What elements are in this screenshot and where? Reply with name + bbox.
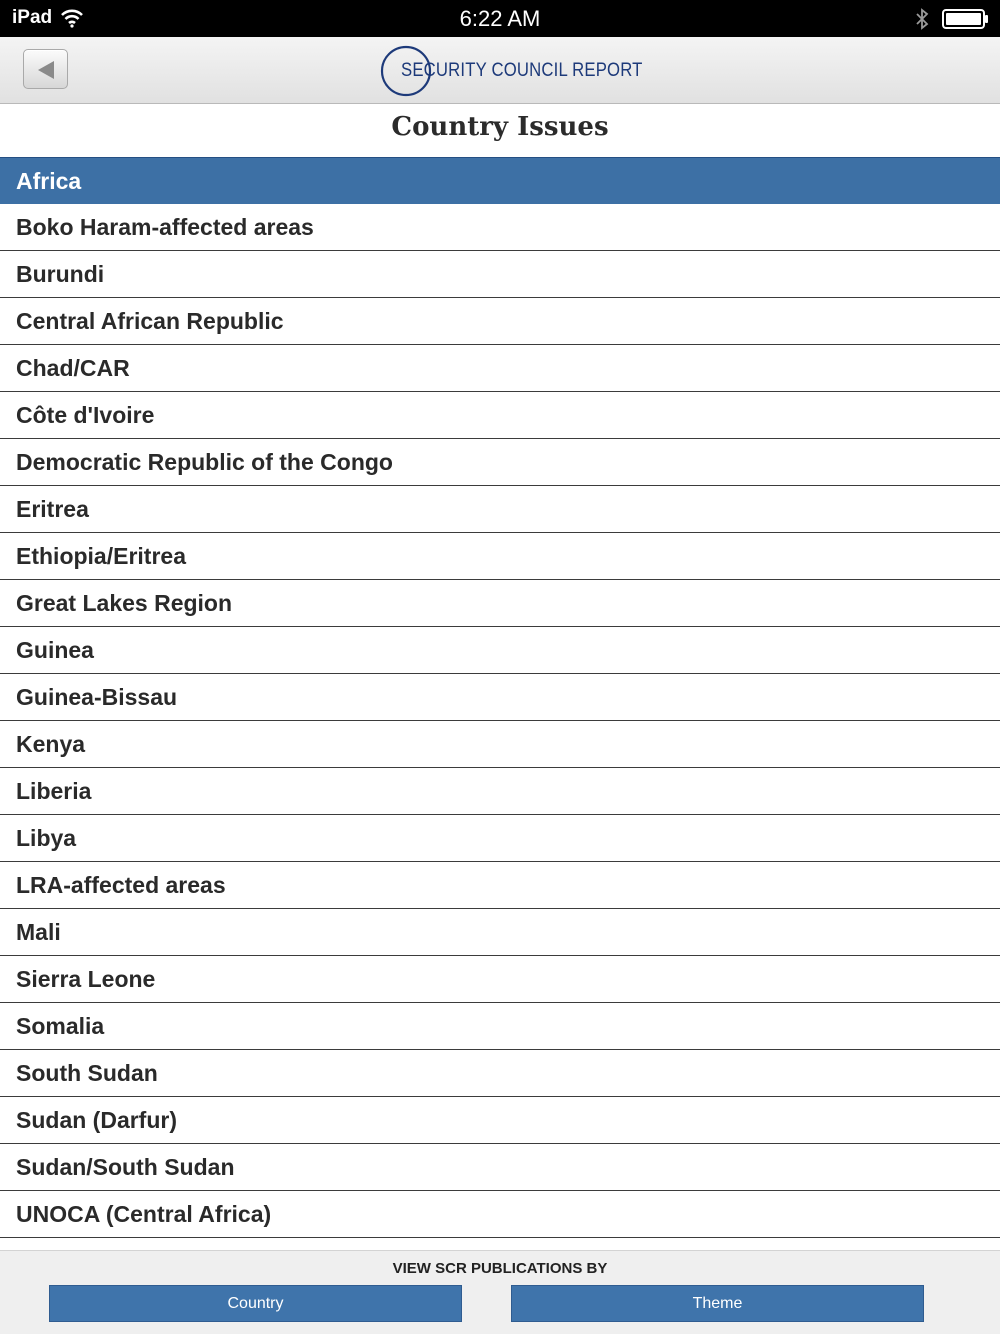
list-item[interactable]: Libya [0,815,1000,862]
back-button[interactable] [23,49,68,89]
list-item[interactable]: Sudan/South Sudan [0,1144,1000,1191]
list-item[interactable]: Democratic Republic of the Congo [0,439,1000,486]
list-item[interactable]: UNOCA (Central Africa) [0,1191,1000,1238]
navigation-bar [0,37,1000,104]
list-item[interactable]: Guinea-Bissau [0,674,1000,721]
list-item[interactable]: Somalia [0,1003,1000,1050]
battery-icon [942,9,990,29]
back-arrow-icon [36,60,56,80]
status-time: 6:22 AM [459,6,541,31]
list-item[interactable]: Boko Haram-affected areas [0,204,1000,251]
list-item[interactable]: Central African Republic [0,298,1000,345]
page-title: Country Issues [391,112,609,142]
publications-bar [0,1250,1000,1334]
theme-button[interactable]: Theme [511,1285,924,1322]
list-item[interactable]: Liberia [0,768,1000,815]
status-bar [0,0,1000,37]
list-item[interactable]: Guinea [0,627,1000,674]
logo-text: SECURITY COUNCIL REPORT [401,60,643,81]
list-item[interactable]: Ethiopia/Eritrea [0,533,1000,580]
list-item[interactable]: LRA-affected areas [0,862,1000,909]
country-list[interactable] [0,157,1000,1250]
country-button[interactable]: Country [49,1285,462,1322]
list-item[interactable]: Great Lakes Region [0,580,1000,627]
list-item[interactable]: Sierra Leone [0,956,1000,1003]
list-item[interactable]: Chad/CAR [0,345,1000,392]
list-item[interactable]: Kenya [0,721,1000,768]
list-item[interactable]: Eritrea [0,486,1000,533]
bluetooth-icon [914,7,930,31]
publications-caption: VIEW SCR PUBLICATIONS BY [392,1260,608,1277]
list-item[interactable]: Mali [0,909,1000,956]
list-item[interactable]: Burundi [0,251,1000,298]
list-item[interactable]: South Sudan [0,1050,1000,1097]
section-header-africa: Africa [0,157,1000,204]
device-name: iPad [12,7,53,28]
list-item[interactable]: Sudan (Darfur) [0,1097,1000,1144]
list-item[interactable]: Côte d'Ivoire [0,392,1000,439]
security-council-report-logo [380,43,643,99]
